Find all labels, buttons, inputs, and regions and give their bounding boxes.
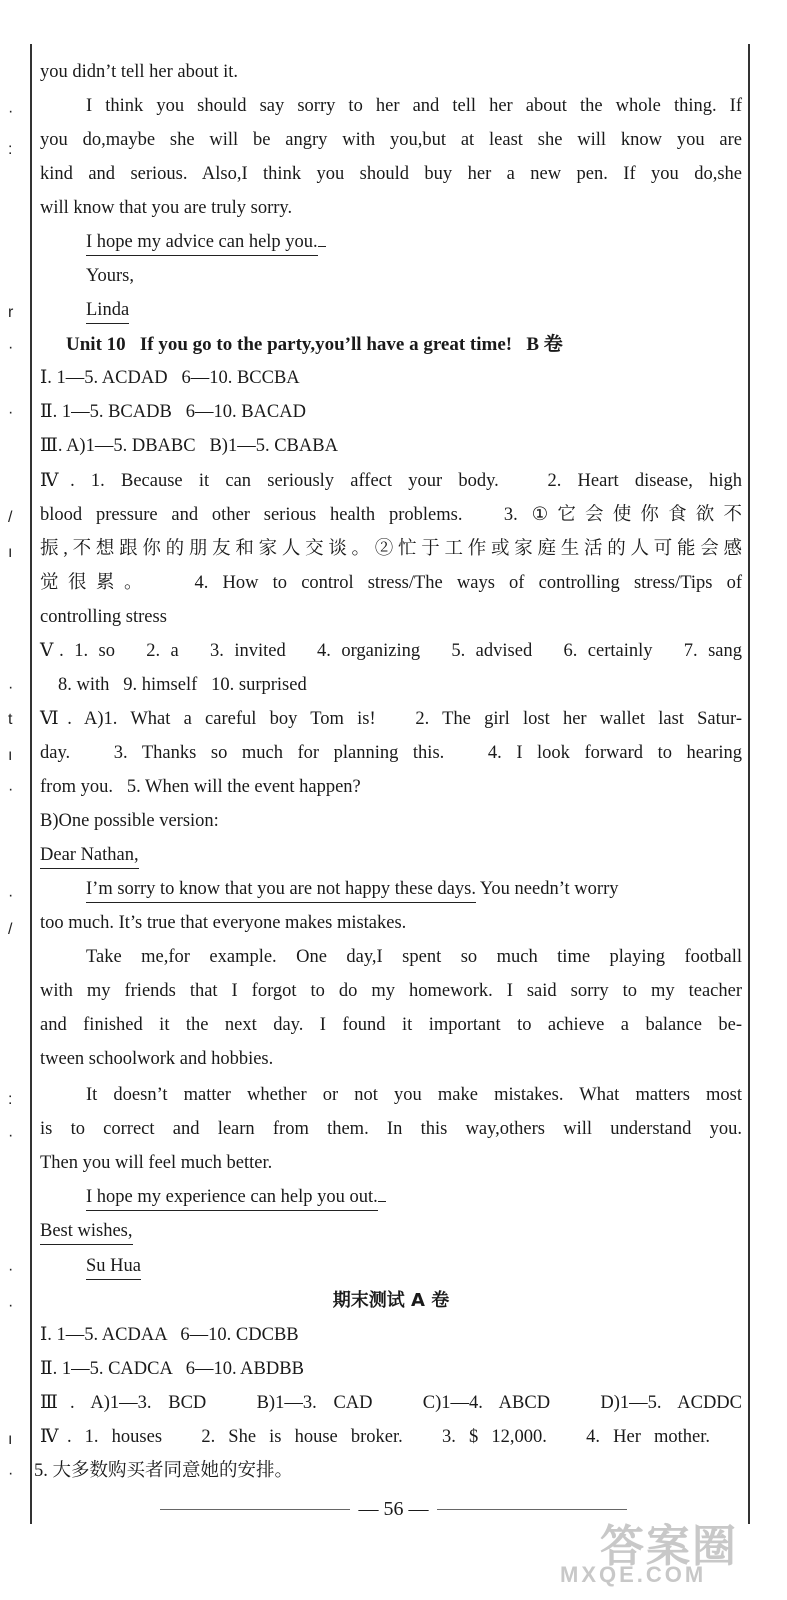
binding-mark: : [8, 1091, 13, 1108]
binding-mark: · [8, 1465, 14, 1482]
binding-mark: t [8, 711, 13, 728]
text-line [86, 301, 129, 320]
binding-mark: · [8, 339, 14, 356]
underlined-closing: Best wishes, [40, 1221, 133, 1245]
text-line: will know that you are truly sorry. [40, 198, 293, 218]
binding-mark: / [8, 509, 13, 526]
text-line: kind and serious. Also,I think you should buy her a new pen. If you do,she [40, 164, 742, 184]
left-margin-rule [30, 44, 32, 1524]
watermark-text: 答案圈 [600, 1522, 738, 1571]
answer-line: from you. 5. When will the event happen? [40, 777, 361, 797]
text-line [40, 846, 139, 865]
underlined-signature: Linda [86, 300, 129, 324]
answer-line: Ⅴ. 1. so 2. a 3. invited 4. organizing 5. advised 6. certainly 7. sang [40, 641, 742, 661]
binding-mark: · [8, 1261, 14, 1278]
text-line: Take me,for example. One day,I spent so much time playing football [86, 947, 742, 967]
underlined-sentence: I’m sorry to know that you are not happy these days. [86, 879, 476, 903]
binding-mark: : [8, 141, 13, 158]
underlined-sentence: I hope my advice can help you. [86, 232, 318, 256]
binding-mark: · [8, 887, 14, 904]
answer-line: 5. 大多数购买者同意她的安排。 [34, 1461, 294, 1481]
text-line: Yours, [86, 266, 134, 286]
text-line: too much. It’s true that everyone makes mistakes. [40, 913, 407, 933]
answer-line: B)One possible version: [40, 811, 219, 831]
answer-line: controlling stress [40, 607, 167, 627]
text-line: you didn’t tell her about it. [40, 62, 238, 82]
text-line: I think you should say sorry to her and tell her about the whole thing. If [86, 96, 742, 116]
text-line: tween schoolwork and hobbies. [40, 1049, 274, 1069]
answer-line: Ⅰ. 1—5. ACDAA 6—10. CDCBB [40, 1325, 299, 1345]
binding-mark: · [8, 781, 14, 798]
text-line: and finished it the next day. I found it important to achieve a balance be- [40, 1015, 742, 1035]
answer-line: Ⅰ. 1—5. ACDAD 6—10. BCCBA [40, 368, 300, 388]
text-line: is to correct and learn from them. In this way,others will understand you. [40, 1119, 742, 1139]
binding-mark: / [8, 921, 13, 938]
answer-line: day. 3. Thanks so much for planning this. 4. I look forward to hearing [40, 743, 742, 763]
binding-mark: r [8, 304, 14, 321]
answer-line: Ⅲ. A)1—3. BCD B)1—3. CAD C)1—4. ABCD D)1—5. ACDDC [40, 1393, 742, 1413]
answer-line: Ⅳ. 1. Because it can seriously affect your body. 2. Heart disease, high [40, 471, 742, 491]
binding-mark: · [8, 1297, 14, 1314]
right-margin-rule [748, 44, 750, 1524]
answer-line: blood pressure and other serious health problems. 3. ①它会使你食欲不 [40, 505, 742, 525]
answer-line: 觉很累。 4. How to control stress/The ways of controlling stress/Tips of [40, 573, 742, 593]
answer-line: Ⅵ. A)1. What a careful boy Tom is! 2. The girl lost her wallet last Satur- [40, 709, 742, 729]
answer-line: Ⅱ. 1—5. CADCA 6—10. ABDBB [40, 1359, 304, 1379]
text-line: with my friends that I forgot to do my homework. I said sorry to my teacher [40, 981, 742, 1001]
binding-mark: ı [8, 747, 13, 764]
answer-line: Ⅱ. 1—5. BCADB 6—10. BACAD [40, 402, 306, 422]
text-line [40, 1222, 133, 1241]
text-line: It doesn’t matter whether or not you make mistakes. What matters most [86, 1085, 742, 1105]
text-line [86, 233, 326, 252]
binding-mark: · [8, 679, 14, 696]
watermark-logo [560, 1510, 775, 1595]
section-heading: 期末测试 A 卷 [332, 1290, 450, 1311]
answer-line: Ⅳ. 1. houses 2. She is house broker. 3. $ 12,000. 4. Her mother. [40, 1427, 710, 1447]
answer-line: 8. with 9. himself 10. surprised [58, 675, 307, 695]
text-line [86, 1188, 386, 1207]
underlined-signature: Su Hua [86, 1256, 141, 1280]
watermark-url: MXQE.COM [560, 1562, 707, 1587]
answer-line: Ⅲ. A)1—5. DBABC B)1—5. CBABA [40, 436, 338, 456]
binding-mark: · [8, 103, 14, 120]
text-line: you do,maybe she will be angry with you,but at least she will know you are [40, 130, 742, 150]
binding-mark: ı [8, 1431, 13, 1448]
section-heading: Unit 10 If you go to the party,you’ll have a great time! B 卷 [66, 334, 563, 355]
underlined-greeting: Dear Nathan, [40, 845, 139, 869]
binding-mark: ı [8, 544, 13, 561]
page-number: — 56 — [358, 1498, 429, 1520]
binding-mark: · [8, 1127, 14, 1144]
binding-mark: · [8, 404, 14, 421]
text-line [86, 1257, 141, 1276]
text-fragment: You needn’t worry [475, 879, 619, 899]
underlined-sentence: I hope my experience can help you out. [86, 1187, 378, 1211]
text-line: Then you will feel much better. [40, 1153, 273, 1173]
text-line [86, 880, 619, 899]
answer-line: 振,不想跟你的朋友和家人交谈。②忙于工作或家庭生活的人可能会感 [40, 539, 742, 559]
